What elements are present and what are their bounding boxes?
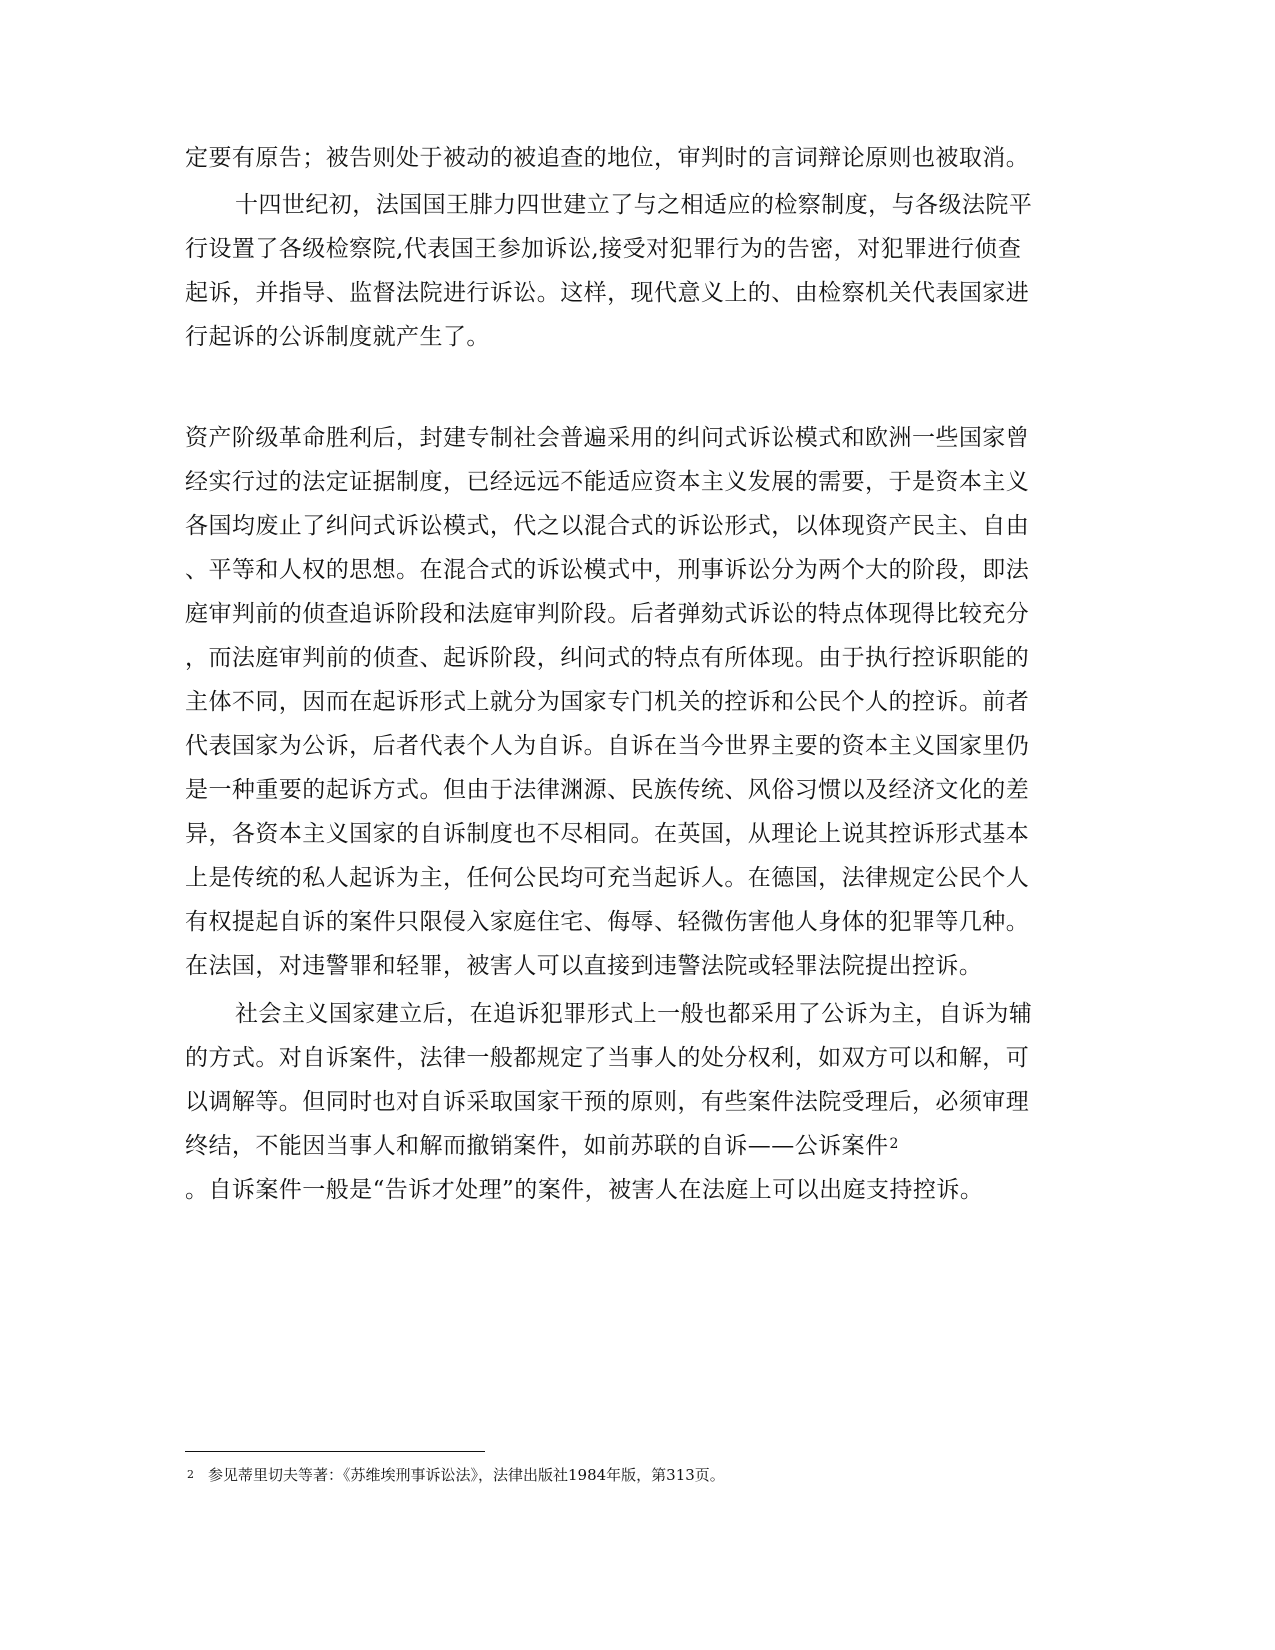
text-line: 上是传统的私人起诉为主，任何公民均可充当起诉人。在德国，法律规定公民个人 [185,865,1030,891]
text-line: 。自诉案件一般是“告诉才处理”的案件，被害人在法庭上可以出庭支持控诉。 [185,1177,984,1203]
footnote-divider [185,1451,485,1452]
footnote-text: 参见蒂里切夫等著：《苏维埃刑事诉讼法》，法律出版社1984年版，第313页。 [208,1466,725,1484]
text-line: 资产阶级革命胜利后，封建专制社会普遍采用的纠问式诉讼模式和欧洲一些国家曾 [185,425,1030,451]
text-line: 定要有原告；被告则处于被动的被追查的地位，审判时的言词辩论原则也被取消。 [185,145,1030,171]
text-line: 行起诉的公诉制度就产生了。 [185,324,490,350]
text-line: 行设置了各级检察院,代表国王参加诉讼,接受对犯罪行为的告密，对犯罪进行侦查 [185,236,1022,262]
text-line: 代表国家为公诉，后者代表个人为自诉。自诉在当今世界主要的资本主义国家里仍 [185,733,1030,759]
text-line: 社会主义国家建立后，在追诉犯罪形式上一般也都采用了公诉为主，自诉为辅 [235,1001,1033,1027]
text-line: 各国均废止了纠问式诉讼模式，代之以混合式的诉讼形式，以体现资产民主、自由 [185,513,1030,539]
text-line: 在法国，对违警罪和轻罪，被害人可以直接到违警法院或轻罪法院提出控诉。 [185,953,983,979]
footnote-number: 2 [187,1468,194,1481]
footnote [187,1464,725,1486]
text-line: 以调解等。但同时也对自诉采取国家干预的原则，有些案件法院受理后，必须审理 [185,1089,1030,1115]
footnote-reference[interactable]: 2 [889,1136,899,1152]
text-line: 异，各资本主义国家的自诉制度也不尽相同。在英国，从理论上说其控诉形式基本 [185,821,1030,847]
text-line-content: 终结，不能因当事人和解而撤销案件，如前苏联的自诉——公诉案件 [185,1133,889,1159]
text-line: 庭审判前的侦查追诉阶段和法庭审判阶段。后者弹劾式诉讼的特点体现得比较充分 [185,601,1030,627]
text-line: 、平等和人权的思想。在混合式的诉讼模式中，刑事诉讼分为两个大的阶段，即法 [185,557,1030,583]
text-line: 有权提起自诉的案件只限侵入家庭住宅、侮辱、轻微伤害他人身体的犯罪等几种。 [185,909,1030,935]
text-line [185,1127,1085,1165]
text-line: 是一种重要的起诉方式。但由于法律渊源、民族传统、风俗习惯以及经济文化的差 [185,777,1030,803]
text-line: ，而法庭审判前的侦查、起诉阶段，纠问式的特点有所体现。由于执行控诉职能的 [185,645,1030,671]
text-line: 起诉，并指导、监督法院进行诉讼。这样，现代意义上的、由检察机关代表国家进 [185,280,1030,306]
text-line: 主体不同，因而在起诉形式上就分为国家专门机关的控诉和公民个人的控诉。前者 [185,689,1030,715]
text-line: 的方式。对自诉案件，法律一般都规定了当事人的处分权利，如双方可以和解，可 [185,1045,1030,1071]
text-line: 经实行过的法定证据制度，已经远远不能适应资本主义发展的需要，于是资本主义 [185,469,1030,495]
text-line: 十四世纪初，法国国王腓力四世建立了与之相适应的检察制度，与各级法院平 [235,192,1033,218]
